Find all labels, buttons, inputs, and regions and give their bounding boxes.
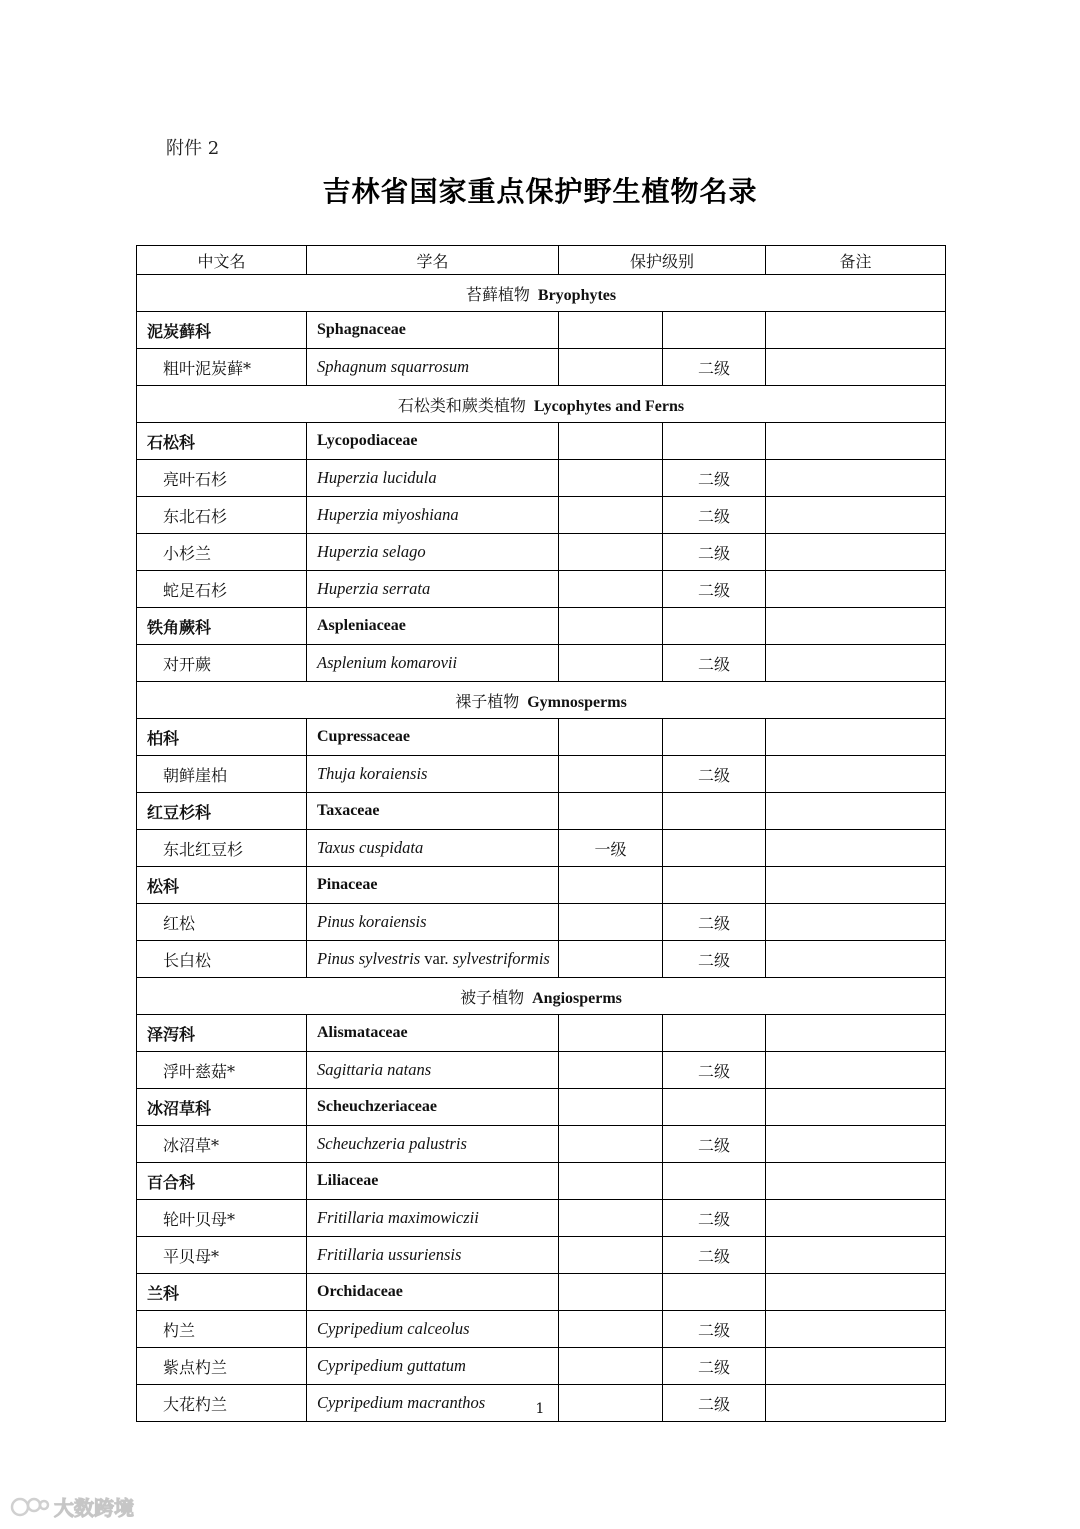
level-2-cell: 二级 [663,1311,766,1348]
watermark-logo-icon [10,1495,50,1519]
species-row [137,904,946,941]
family-row [137,608,946,645]
remarks-cell [766,904,946,941]
remarks-cell [766,830,946,867]
level-1-cell [559,608,663,645]
species-row [137,1052,946,1089]
level-1-cell [559,1200,663,1237]
species-cn-name: 朝鲜崖柏 [137,756,307,793]
family-sci-name: Pinaceae [307,867,559,904]
level-2-cell: 二级 [663,1052,766,1089]
level-1-cell [559,312,663,349]
family-sci-name: Alismataceae [307,1015,559,1052]
species-row [137,830,946,867]
family-sci-name: Sphagnaceae [307,312,559,349]
family-cn-name: 百合科 [137,1163,307,1200]
species-table [136,245,946,1422]
remarks-cell [766,941,946,978]
level-2-cell [663,867,766,904]
level-1-cell [559,1237,663,1274]
species-sci-name: Fritillaria ussuriensis [307,1237,559,1274]
species-row [137,534,946,571]
remarks-cell [766,1348,946,1385]
species-sci-name: Pinus sylvestris var. sylvestriformis [307,941,559,978]
level-2-cell: 二级 [663,941,766,978]
species-cn-name: 杓兰 [137,1311,307,1348]
species-cn-name: 蛇足石杉 [137,571,307,608]
family-cn-name: 泥炭藓科 [137,312,307,349]
section-cn: 石松类和蕨类植物 [397,395,526,415]
section-title [137,386,946,423]
remarks-cell [766,1274,946,1311]
level-2-cell [663,1274,766,1311]
section-en: Angiosperms [532,989,622,1007]
level-2-cell [663,1163,766,1200]
species-row [137,941,946,978]
remarks-cell [766,497,946,534]
level-2-cell: 二级 [663,534,766,571]
remarks-cell [766,1015,946,1052]
species-sci-name: Scheuchzeria palustris [307,1126,559,1163]
species-row [137,571,946,608]
level-1-cell [559,1089,663,1126]
remarks-cell [766,1237,946,1274]
remarks-cell [766,1126,946,1163]
page-title: 吉林省国家重点保护野生植物名录 [322,175,758,208]
species-row [137,349,946,386]
family-cn-name: 柏科 [137,719,307,756]
remarks-cell [766,867,946,904]
family-sci-name: Aspleniaceae [307,608,559,645]
species-sci-name: Huperzia serrata [307,571,559,608]
level-1-cell [559,423,663,460]
remarks-cell [766,534,946,571]
level-2-cell: 二级 [663,1200,766,1237]
remarks-cell [766,571,946,608]
table-header-row [137,246,946,275]
level-1-cell [559,1052,663,1089]
family-cn-name: 铁角蕨科 [137,608,307,645]
species-row [137,1348,946,1385]
family-row [137,312,946,349]
family-cn-name: 泽泻科 [137,1015,307,1052]
section-cn: 裸子植物 [455,691,520,711]
variety-marker: var. [424,949,449,968]
family-cn-name: 冰沼草科 [137,1089,307,1126]
family-sci-name: Liliaceae [307,1163,559,1200]
species-row [137,460,946,497]
section-en: Gymnosperms [527,693,627,711]
remarks-cell [766,1089,946,1126]
header-protection-level: 保护级别 [559,246,766,275]
species-sci-name: Sagittaria natans [307,1052,559,1089]
watermark-text: 大数跨境 [54,1496,134,1520]
remarks-cell [766,1311,946,1348]
family-sci-name: Scheuchzeriaceae [307,1089,559,1126]
species-cn-name: 东北石杉 [137,497,307,534]
level-1-cell [559,1348,663,1385]
family-row [137,719,946,756]
remarks-cell [766,1052,946,1089]
level-1-cell [559,1015,663,1052]
remarks-cell [766,460,946,497]
level-2-cell: 二级 [663,460,766,497]
species-cn-name: 小杉兰 [137,534,307,571]
species-sci-name: Sphagnum squarrosum [307,349,559,386]
level-2-cell [663,1015,766,1052]
remarks-cell [766,349,946,386]
species-cn-name: 平贝母* [137,1237,307,1274]
level-2-cell: 二级 [663,756,766,793]
level-1-cell [559,460,663,497]
header-remarks: 备注 [766,246,946,275]
remarks-cell [766,793,946,830]
species-cn-name: 紫点杓兰 [137,1348,307,1385]
family-cn-name: 石松科 [137,423,307,460]
level-2-cell: 二级 [663,1348,766,1385]
level-1-cell [559,1274,663,1311]
remarks-cell [766,312,946,349]
species-cn-name: 亮叶石杉 [137,460,307,497]
level-2-cell: 二级 [663,1126,766,1163]
family-row [137,1274,946,1311]
remarks-cell [766,645,946,682]
level-1-cell [559,941,663,978]
header-cn-name: 中文名 [137,246,307,275]
family-row [137,1163,946,1200]
species-sci-name: Huperzia miyoshiana [307,497,559,534]
remarks-cell [766,1200,946,1237]
level-2-cell [663,608,766,645]
species-sci-name: Huperzia selago [307,534,559,571]
level-1-cell [559,571,663,608]
level-2-cell [663,423,766,460]
species-row [137,1237,946,1274]
species-cn-name: 长白松 [137,941,307,978]
level-2-cell: 二级 [663,1237,766,1274]
species-cn-name: 红松 [137,904,307,941]
species-cn-name: 大花杓兰 [137,1385,307,1422]
family-cn-name: 兰科 [137,1274,307,1311]
level-1-cell [559,645,663,682]
family-row [137,867,946,904]
species-sci-name: Huperzia lucidula [307,460,559,497]
species-row [137,1200,946,1237]
section-title [137,275,946,312]
remarks-cell [766,719,946,756]
species-sci-name: Thuja koraiensis [307,756,559,793]
level-2-cell: 二级 [663,1385,766,1422]
species-cn-name: 东北红豆杉 [137,830,307,867]
species-sci-name: Cypripedium guttatum [307,1348,559,1385]
level-2-cell: 二级 [663,349,766,386]
level-1-cell [559,756,663,793]
species-sci-name: Pinus koraiensis [307,904,559,941]
family-sci-name: Taxaceae [307,793,559,830]
section-row [137,386,946,423]
family-row [137,1089,946,1126]
level-1-cell [559,793,663,830]
level-2-cell: 二级 [663,571,766,608]
level-1-cell [559,867,663,904]
level-1-cell [559,349,663,386]
remarks-cell [766,608,946,645]
species-row [137,1126,946,1163]
family-row [137,423,946,460]
level-2-cell [663,793,766,830]
section-cn: 苔藓植物 [465,284,530,304]
header-sci-name: 学名 [307,246,559,275]
section-title [137,978,946,1015]
level-1-cell [559,719,663,756]
level-2-cell [663,719,766,756]
level-1-cell [559,534,663,571]
species-sci-name: Cypripedium calceolus [307,1311,559,1348]
section-en: Lycophytes and Ferns [533,397,685,415]
page-number: 1 [535,1401,545,1417]
family-row [137,1015,946,1052]
level-1-cell [559,904,663,941]
family-cn-name: 松科 [137,867,307,904]
section-row [137,978,946,1015]
level-1-cell [559,1311,663,1348]
family-row [137,793,946,830]
level-2-cell [663,1089,766,1126]
species-sci-name: Asplenium komarovii [307,645,559,682]
level-1-cell [559,1126,663,1163]
annex-label: 附件 2 [166,138,220,159]
level-2-cell: 二级 [663,904,766,941]
species-sci-name: Taxus cuspidata [307,830,559,867]
species-sci-name: Fritillaria maximowiczii [307,1200,559,1237]
species-row [137,1311,946,1348]
species-cn-name: 冰沼草* [137,1126,307,1163]
species-cn-name: 对开蕨 [137,645,307,682]
remarks-cell [766,423,946,460]
section-row [137,682,946,719]
species-cn-name: 轮叶贝母* [137,1200,307,1237]
level-1-cell [559,497,663,534]
section-en: Bryophytes [537,286,617,304]
family-sci-name: Lycopodiaceae [307,423,559,460]
species-row [137,645,946,682]
family-sci-name: Cupressaceae [307,719,559,756]
section-title [137,682,946,719]
watermark [10,1492,134,1521]
level-2-cell [663,312,766,349]
level-1-cell [559,1163,663,1200]
species-row [137,497,946,534]
remarks-cell [766,756,946,793]
level-2-cell: 二级 [663,497,766,534]
level-1-cell: 一级 [559,830,663,867]
species-row [137,756,946,793]
section-cn: 被子植物 [460,987,525,1007]
species-cn-name: 浮叶慈菇* [137,1052,307,1089]
family-cn-name: 红豆杉科 [137,793,307,830]
level-2-cell [663,830,766,867]
species-sci-name: Cypripedium macranthos [307,1385,559,1422]
level-2-cell: 二级 [663,645,766,682]
family-sci-name: Orchidaceae [307,1274,559,1311]
species-cn-name: 粗叶泥炭藓* [137,349,307,386]
section-row [137,275,946,312]
remarks-cell [766,1163,946,1200]
